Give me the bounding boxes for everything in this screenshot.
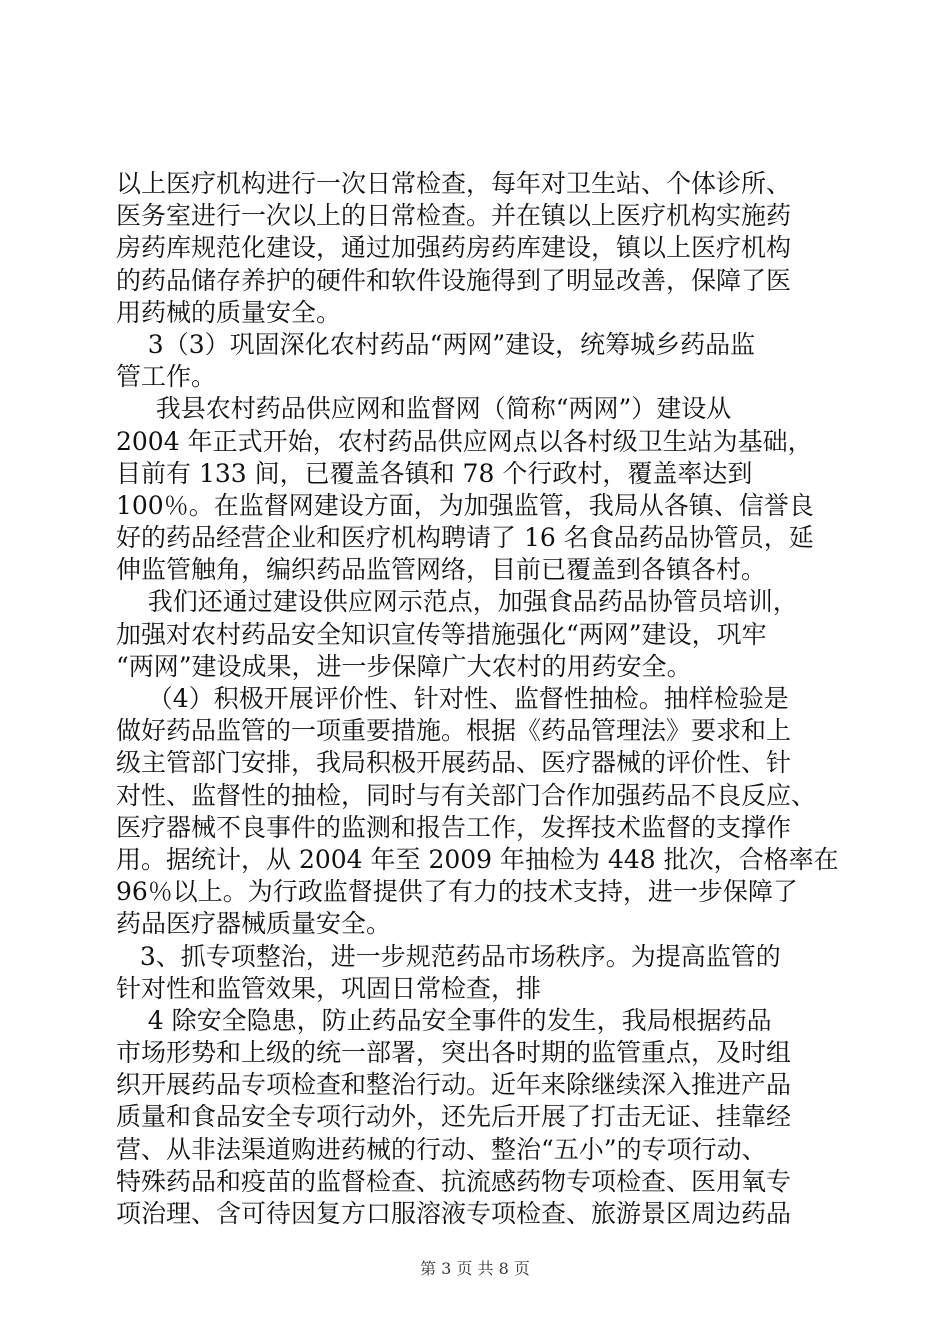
text-line: “两网”建设成果，进一步保障广大农村的用药安全。: [116, 651, 692, 681]
text-line: 2004 年正式开始，农村药品供应网点以各村级卫生站为基础，: [116, 426, 813, 456]
text-line: 对性、监督性的抽检，同时与有关部门合作加强药品不良反应、: [116, 780, 817, 810]
text-line: 用。据统计，从 2004 年至 2009 年抽检为 448 批次，合格率在: [116, 844, 839, 874]
text-line: 织开展药品专项检查和整治行动。近年来除继续深入推进产品: [116, 1070, 792, 1100]
text-line: 管工作。: [116, 362, 217, 392]
text-line: 我县农村药品供应网和监督网（简称“两网”）建设从: [116, 394, 732, 424]
text-line: 3、抓专项整治，进一步规范药品市场秩序。为提高监管的: [116, 941, 781, 971]
text-line: 药品医疗器械质量安全。: [116, 909, 392, 939]
text-line: 4 除安全隐患，防止药品安全事件的发生，我局根据药品: [116, 1005, 772, 1035]
text-line: 医务室进行一次以上的日常检查。并在镇以上医疗机构实施药: [116, 201, 792, 231]
text-line: 项治理、含可待因复方口服溶液专项检查、旅游景区周边药品: [116, 1199, 792, 1228]
text-line: 加强对农村药品安全知识宣传等措施强化“两网”建设，巩牢: [116, 619, 767, 649]
document-body: [116, 168, 839, 1230]
page-indicator: 第 3 页 共 8 页: [420, 1259, 530, 1278]
text-line: 100％。在监督网建设方面，为加强监管，我局从各镇、信誉良: [116, 490, 814, 520]
text-line: 用药械的质量安全。: [116, 297, 342, 327]
text-line: 3（3）巩固深化农村药品“两网”建设，统筹城乡药品监: [116, 329, 756, 359]
text-line: 针对性和监管效果，巩固日常检查，排: [116, 973, 542, 1003]
text-line: 质量和食品安全专项行动外，还先后开展了打击无证、挂靠经: [116, 1102, 792, 1132]
text-line: 伸监管触角，编织药品监管网络，目前已覆盖到各镇各村。: [116, 555, 767, 585]
text-line: 以上医疗机构进行一次日常检查，每年对卫生站、个体诊所、: [116, 169, 792, 198]
page-footer: [0, 1256, 950, 1279]
text-line: 做好药品监管的一项重要措施。根据《药品管理法》要求和上: [116, 716, 792, 746]
text-line: 房药库规范化建设，通过加强药房药库建设，镇以上医疗机构: [116, 233, 792, 263]
text-line: 目前有 133 间，已覆盖各镇和 78 个行政村，覆盖率达到: [116, 458, 753, 488]
text-line: 特殊药品和疫苗的监督检查、抗流感药物专项检查、医用氧专: [116, 1166, 792, 1196]
text-line: 市场形势和上级的统一部署，突出各时期的监管重点，及时组: [116, 1038, 792, 1068]
text-line: （4）积极开展评价性、针对性、监督性抽检。抽样检验是: [116, 684, 789, 713]
text-line: 好的药品经营企业和医疗机构聘请了 16 名食品药品协管员，延: [116, 523, 814, 553]
text-line: 我们还通过建设供应网示范点，加强食品药品协管员培训，: [116, 587, 798, 617]
text-line: 级主管部门安排，我局积极开展药品、医疗器械的评价性、针: [116, 748, 792, 778]
text-line: 营、从非法渠道购进药械的行动、整治“五小”的专项行动、: [116, 1134, 767, 1164]
text-line: 的药品储存养护的硬件和软件设施得到了明显改善，保障了医: [116, 265, 792, 295]
text-line: 医疗器械不良事件的监测和报告工作，发挥技术监督的支撑作: [116, 812, 792, 842]
text-line: 96％以上。为行政监督提供了有力的技术支持，进一步保障了: [116, 877, 798, 907]
